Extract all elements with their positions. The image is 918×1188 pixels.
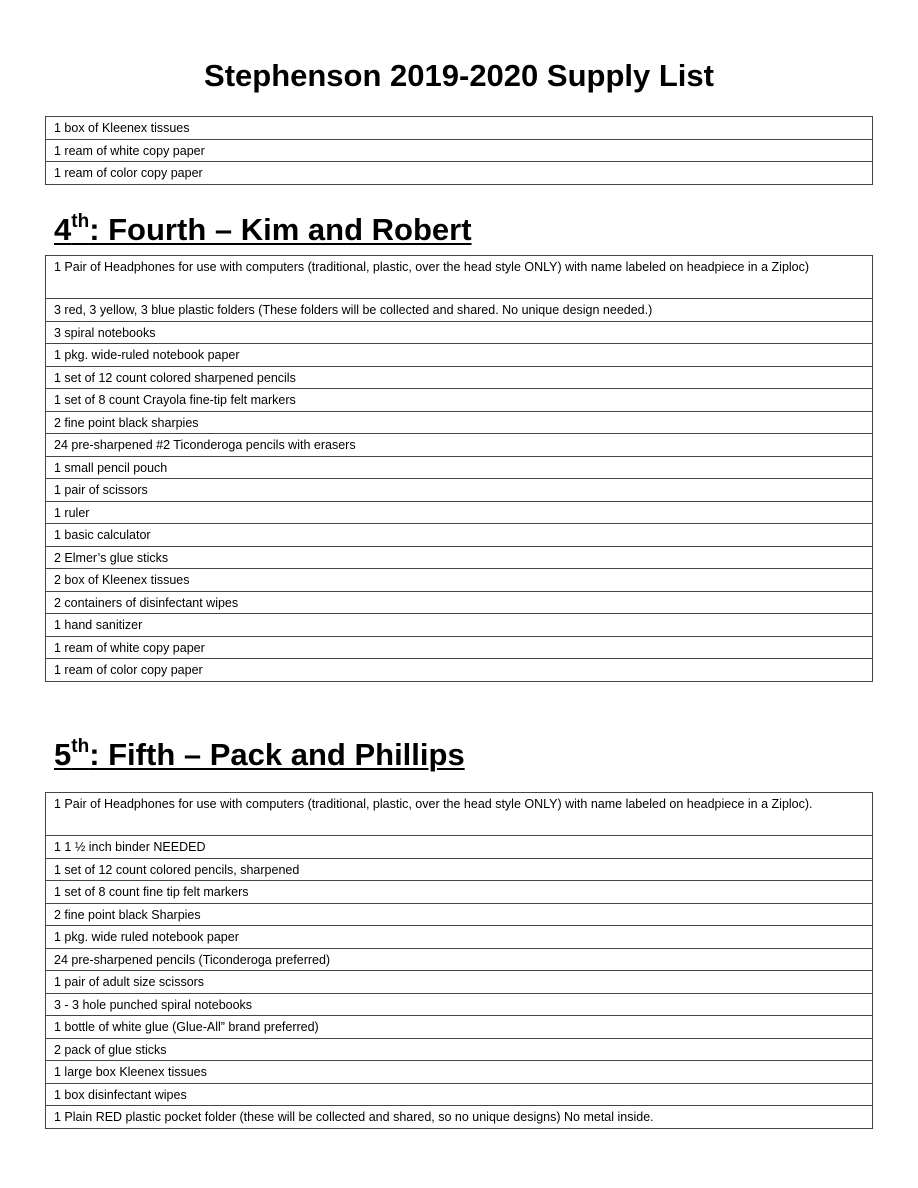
supply-item-row xyxy=(46,993,873,1016)
supply-item: 24 pre-sharpened pencils (Ticonderoga preferred) xyxy=(46,948,873,971)
supply-item-row xyxy=(46,903,873,926)
supply-item: 1 pair of scissors xyxy=(46,479,873,502)
supply-table-fourth xyxy=(45,255,873,682)
grade-ordinal-suffix: th xyxy=(71,210,90,232)
supply-item-row xyxy=(46,117,873,140)
supply-item-row xyxy=(46,479,873,502)
grade-number: 5 xyxy=(54,737,72,772)
supply-item-row xyxy=(46,434,873,457)
supply-item: 2 fine point black Sharpies xyxy=(46,903,873,926)
supply-item: 1 ream of color copy paper xyxy=(46,659,873,682)
supply-item-row xyxy=(46,881,873,904)
supply-item: 3 - 3 hole punched spiral notebooks xyxy=(46,993,873,1016)
supply-item-row xyxy=(46,614,873,637)
supply-item: 1 Pair of Headphones for use with computers (traditional, plastic, over the head style ONLY) with name labeled on headpiece in a Ziploc). xyxy=(46,793,873,836)
supply-item: 2 containers of disinfectant wipes xyxy=(46,591,873,614)
supply-table-body xyxy=(46,793,873,1129)
supply-item-row xyxy=(46,389,873,412)
grade-heading-fifth xyxy=(54,737,465,773)
supply-item: 1 box of Kleenex tissues xyxy=(46,117,873,140)
supply-item-row xyxy=(46,569,873,592)
supply-item: 1 bottle of white glue (Glue-All” brand preferred) xyxy=(46,1016,873,1039)
supply-item: 1 ream of color copy paper xyxy=(46,162,873,185)
supply-item-row xyxy=(46,1038,873,1061)
supply-item: 1 small pencil pouch xyxy=(46,456,873,479)
supply-table-general xyxy=(45,116,873,185)
supply-item-row xyxy=(46,344,873,367)
supply-item-row xyxy=(46,793,873,836)
supply-item: 24 pre-sharpened #2 Ticonderoga pencils with erasers xyxy=(46,434,873,457)
supply-item: 1 1 ½ inch binder NEEDED xyxy=(46,836,873,859)
supply-item-row xyxy=(46,321,873,344)
grade-heading-text: : Fourth – Kim and Robert xyxy=(89,212,472,247)
grade-ordinal-suffix: th xyxy=(71,735,90,757)
supply-item: 2 pack of glue sticks xyxy=(46,1038,873,1061)
supply-item-row xyxy=(46,1106,873,1129)
supply-item-row xyxy=(46,836,873,859)
supply-item-row xyxy=(46,926,873,949)
supply-item-row xyxy=(46,162,873,185)
supply-item: 1 box disinfectant wipes xyxy=(46,1083,873,1106)
supply-table-body xyxy=(46,256,873,682)
supply-item: 2 Elmer’s glue sticks xyxy=(46,546,873,569)
supply-item-row xyxy=(46,501,873,524)
supply-item-row xyxy=(46,456,873,479)
supply-item-row xyxy=(46,256,873,299)
grade-heading-fourth xyxy=(54,212,472,248)
grade-heading-text: : Fifth – Pack and Phillips xyxy=(89,737,465,772)
supply-item-row xyxy=(46,411,873,434)
supply-item: 1 pkg. wide ruled notebook paper xyxy=(46,926,873,949)
supply-item: 1 hand sanitizer xyxy=(46,614,873,637)
supply-item: 1 pair of adult size scissors xyxy=(46,971,873,994)
supply-item: 1 set of 12 count colored pencils, sharpened xyxy=(46,858,873,881)
grade-number: 4 xyxy=(54,212,72,247)
supply-item: 1 ruler xyxy=(46,501,873,524)
supply-item-row xyxy=(46,636,873,659)
supply-item-row xyxy=(46,546,873,569)
supply-item-row xyxy=(46,971,873,994)
supply-item: 1 Plain RED plastic pocket folder (these will be collected and shared, so no unique designs) No metal inside. xyxy=(46,1106,873,1129)
supply-item-row xyxy=(46,659,873,682)
supply-item-row xyxy=(46,1061,873,1084)
supply-item: 1 Pair of Headphones for use with computers (traditional, plastic, over the head style ONLY) with name labeled on headpiece in a Ziploc) xyxy=(46,256,873,299)
supply-item-row xyxy=(46,524,873,547)
supply-item: 2 box of Kleenex tissues xyxy=(46,569,873,592)
supply-item-row xyxy=(46,299,873,322)
page-bottom-margin xyxy=(0,1141,918,1188)
supply-item-row xyxy=(46,366,873,389)
supply-item: 1 ream of white copy paper xyxy=(46,139,873,162)
supply-item: 1 set of 8 count fine tip felt markers xyxy=(46,881,873,904)
supply-item-row xyxy=(46,1083,873,1106)
supply-item: 1 ream of white copy paper xyxy=(46,636,873,659)
supply-item: 3 spiral notebooks xyxy=(46,321,873,344)
supply-item: 1 basic calculator xyxy=(46,524,873,547)
supply-item-row xyxy=(46,948,873,971)
supply-item-row xyxy=(46,858,873,881)
supply-item-row xyxy=(46,139,873,162)
supply-table-fifth xyxy=(45,792,873,1129)
supply-item: 1 pkg. wide-ruled notebook paper xyxy=(46,344,873,367)
supply-item: 2 fine point black sharpies xyxy=(46,411,873,434)
supply-item-row xyxy=(46,591,873,614)
supply-item: 1 set of 12 count colored sharpened pencils xyxy=(46,366,873,389)
supply-item: 1 large box Kleenex tissues xyxy=(46,1061,873,1084)
supply-table-body xyxy=(46,117,873,185)
supply-item: 1 set of 8 count Crayola fine-tip felt markers xyxy=(46,389,873,412)
supply-item-row xyxy=(46,1016,873,1039)
supply-item: 3 red, 3 yellow, 3 blue plastic folders (These folders will be collected and shared. No unique design needed.) xyxy=(46,299,873,322)
page-title: Stephenson 2019-2020 Supply List xyxy=(204,58,714,93)
